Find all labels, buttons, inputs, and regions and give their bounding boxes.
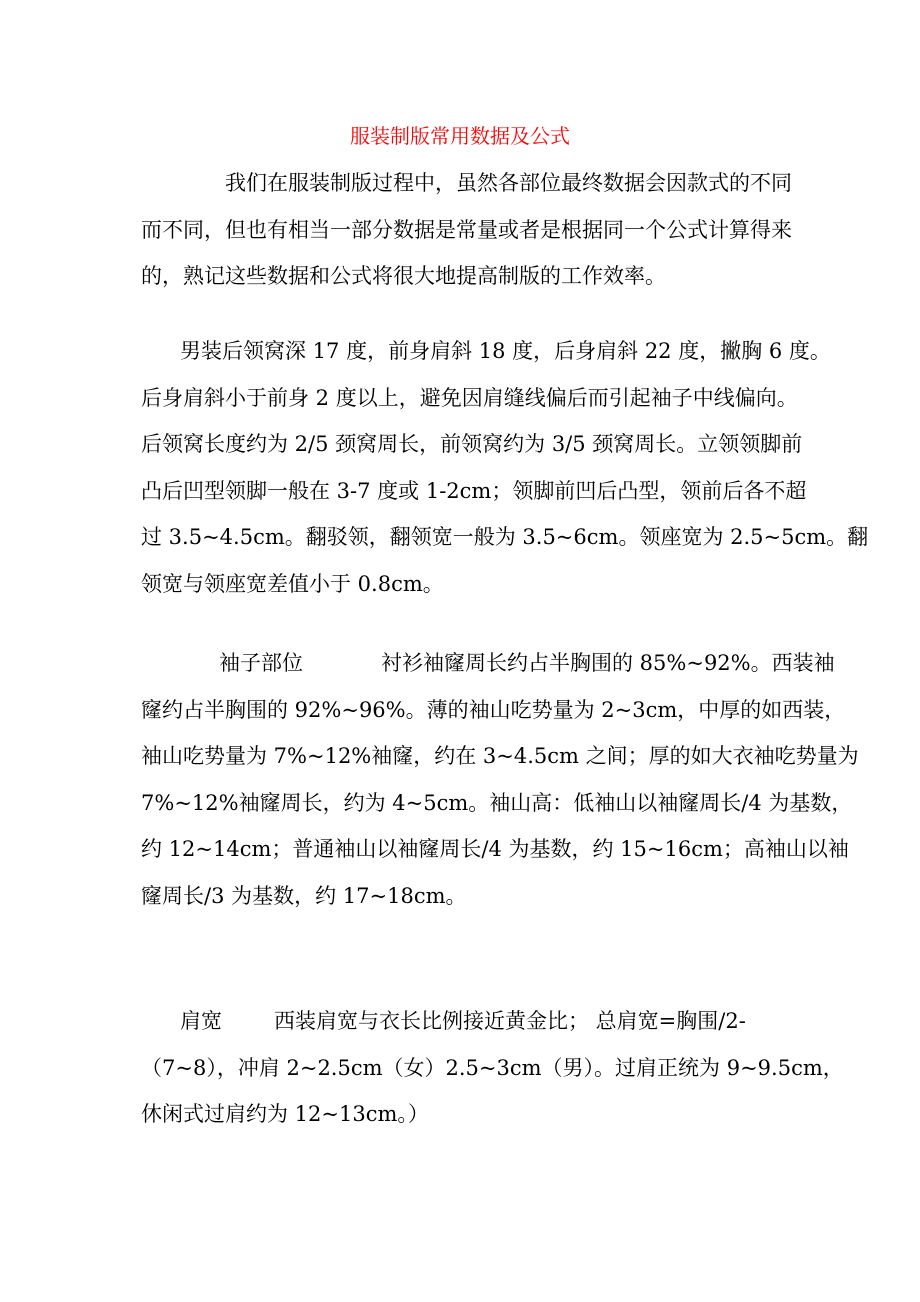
collar-line: 后身肩斜小于前身 2 度以上，避免因肩缝线偏后而引起袖子中线偏向。	[141, 385, 798, 410]
shoulder-line: 休闲式过肩约为 12~13cm。）	[141, 1102, 429, 1126]
collar-line: 过 3.5~4.5cm。翻驳领，翻领宽一般为 3.5~6cm。领座宽为 2.5~5cm。翻	[141, 525, 869, 549]
intro-line: 的，熟记这些数据和公式将很大地提高制版的工作效率。	[141, 264, 666, 288]
sleeve-heading: 袖子部位	[219, 651, 303, 675]
intro-paragraph	[141, 160, 792, 300]
shoulder-line-text: 西装肩宽与衣长比例接近黄金比； 总肩宽=胸围/2-	[274, 1009, 746, 1033]
sleeve-line: 7%~12%袖窿周长，约为 4~5cm。袖山高：低袖山以袖窿周长/4 为基数，	[141, 790, 853, 815]
collar-line: 男装后领窝深 17 度，前身肩斜 18 度，后身肩斜 22 度，撇胸 6 度。	[180, 339, 831, 363]
collar-line: 凸后凹型领脚一般在 3-7 度或 1-2cm；领脚前凹后凸型，领前后各不超	[141, 478, 807, 503]
collar-paragraph	[141, 328, 869, 607]
collar-line: 后领窝长度约为 2/5 颈窝周长，前领窝约为 3/5 颈窝周长。立领领脚前	[141, 432, 803, 456]
shoulder-line: （7~8），冲肩 2~2.5cm（女）2.5~3cm（男）。过肩正统为 9~9.5cm，	[141, 1055, 844, 1080]
sleeve-line: 袖山吃势量为 7%~12%袖窿，约在 3~4.5cm 之间；厚的如大衣袖吃势量为	[141, 744, 859, 768]
sleeve-paragraph	[141, 640, 859, 919]
sleeve-line	[141, 640, 835, 687]
shoulder-paragraph	[141, 998, 844, 1138]
intro-line: 而不同，但也有相当一部分数据是常量或者是根据同一个公式计算得来	[141, 217, 792, 242]
document-title: 服装制版常用数据及公式	[350, 124, 570, 148]
sleeve-line: 窿约占半胸围的 92%~96%。薄的袖山吃势量为 2~3cm，中厚的如西装，	[141, 697, 846, 722]
intro-line: 我们在服装制版过程中，虽然各部位最终数据会因款式的不同	[225, 171, 792, 195]
sleeve-line: 约 12~14cm；普通袖山以袖窿周长/4 为基数，约 15~16cm；高袖山以袖	[141, 837, 849, 861]
shoulder-heading: 肩宽	[180, 1009, 222, 1033]
sleeve-line: 窿周长/3 为基数，约 17~18cm。	[141, 883, 467, 908]
collar-line: 领宽与领座宽差值小于 0.8cm。	[141, 571, 444, 596]
sleeve-line-text: 衬衫袖窿周长约占半胸围的 85%~92%。西装袖	[381, 651, 835, 675]
shoulder-line	[141, 998, 783, 1045]
